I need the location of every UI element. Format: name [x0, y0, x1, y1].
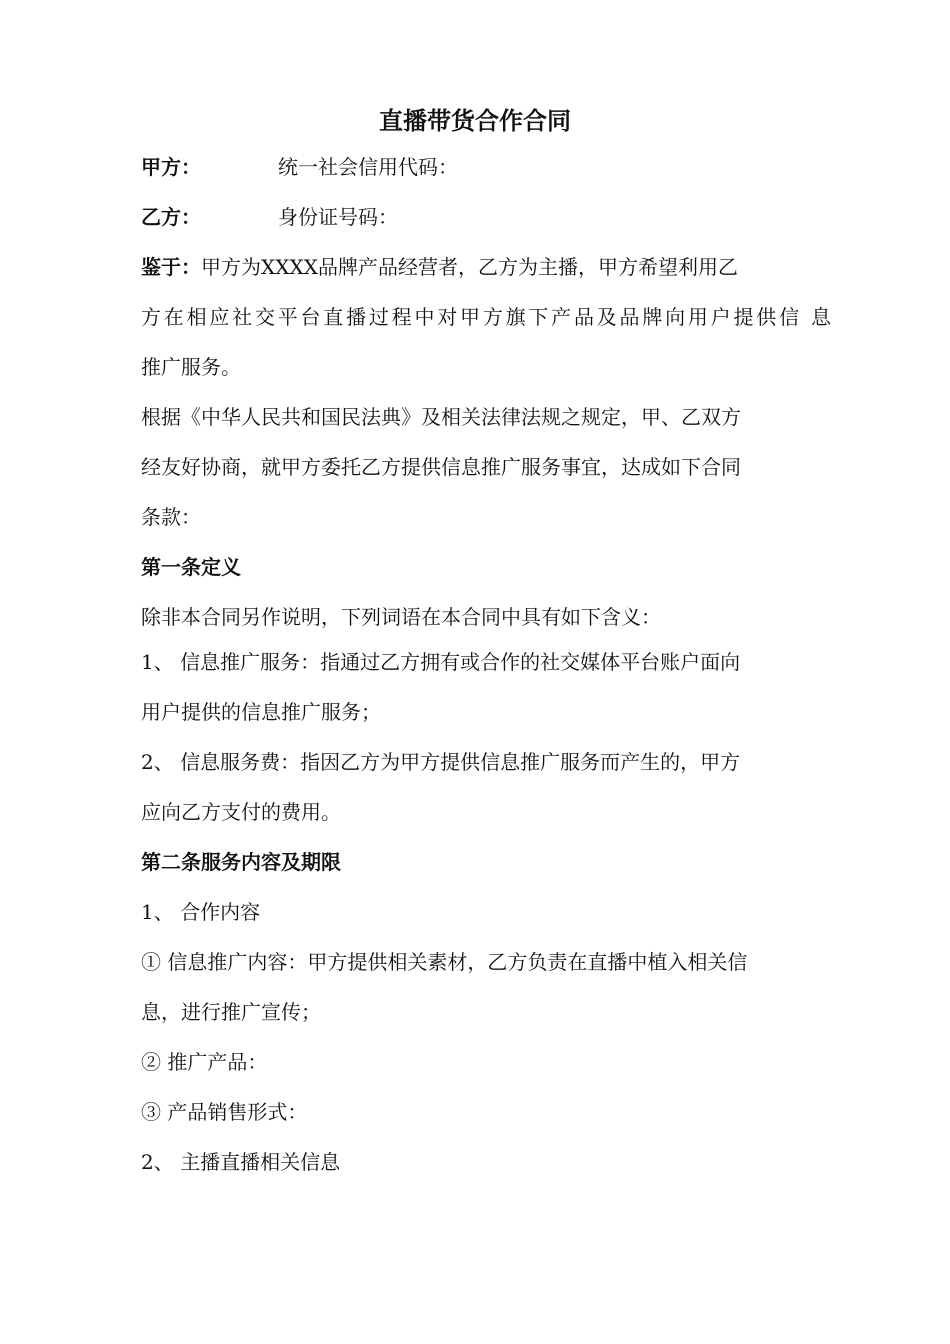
article-2-item-1: 1、 合作内容	[141, 900, 261, 924]
article-1-item-2-line-1: 2、 信息服务费：指因乙方为甲方提供信息推广服务而产生的，甲方	[141, 750, 741, 774]
article-1-heading: 第一条定义	[141, 555, 241, 579]
party-b-id-number-field: 身份证号码：	[278, 205, 398, 229]
article-2-sub-1-line-1: ① 信息推广内容：甲方提供相关素材，乙方负责在直播中植入相关信	[141, 950, 748, 974]
party-a-credit-code-field: 统一社会信用代码：	[278, 155, 458, 179]
article-1-item-1-line-2: 用户提供的信息推广服务；	[141, 700, 381, 724]
article-2-heading: 第二条服务内容及期限	[141, 850, 341, 874]
party-b-label: 乙方：	[141, 205, 201, 229]
whereas-text-1: 甲方为XXXX品牌产品经营者，乙方为主播，甲方希望利用乙	[201, 255, 738, 279]
whereas-line-1	[141, 252, 831, 282]
party-b-line	[141, 202, 831, 232]
party-a-label: 甲方：	[141, 155, 201, 179]
basis-line-2: 经友好协商，就甲方委托乙方提供信息推广服务事宜，达成如下合同	[141, 455, 741, 479]
party-a-line	[141, 152, 831, 182]
article-2-sub-2: ② 推广产品：	[141, 1050, 268, 1074]
article-2-sub-3: ③ 产品销售形式：	[141, 1100, 308, 1124]
whereas-label: 鉴于：	[141, 255, 201, 279]
basis-line-3: 条款：	[141, 505, 201, 529]
whereas-line-2: 方在相应社交平台直播过程中对甲方旗下产品及品牌向用户提供信 息	[141, 305, 831, 329]
article-2-item-2: 2、 主播直播相关信息	[141, 1150, 341, 1174]
basis-line-1: 根据《中华人民共和国民法典》及相关法律法规之规定，甲、乙双方	[141, 405, 741, 429]
article-1-intro: 除非本合同另作说明，下列词语在本合同中具有如下含义：	[141, 605, 661, 629]
document-title: 直播带货合作合同	[379, 107, 571, 135]
whereas-line-3: 推广服务。	[141, 355, 241, 379]
article-2-sub-1-line-2: 息，进行推广宣传；	[141, 1000, 321, 1024]
article-1-item-2-line-2: 应向乙方支付的费用。	[141, 800, 341, 824]
article-1-item-1-line-1: 1、 信息推广服务：指通过乙方拥有或合作的社交媒体平台账户面向	[141, 650, 741, 674]
